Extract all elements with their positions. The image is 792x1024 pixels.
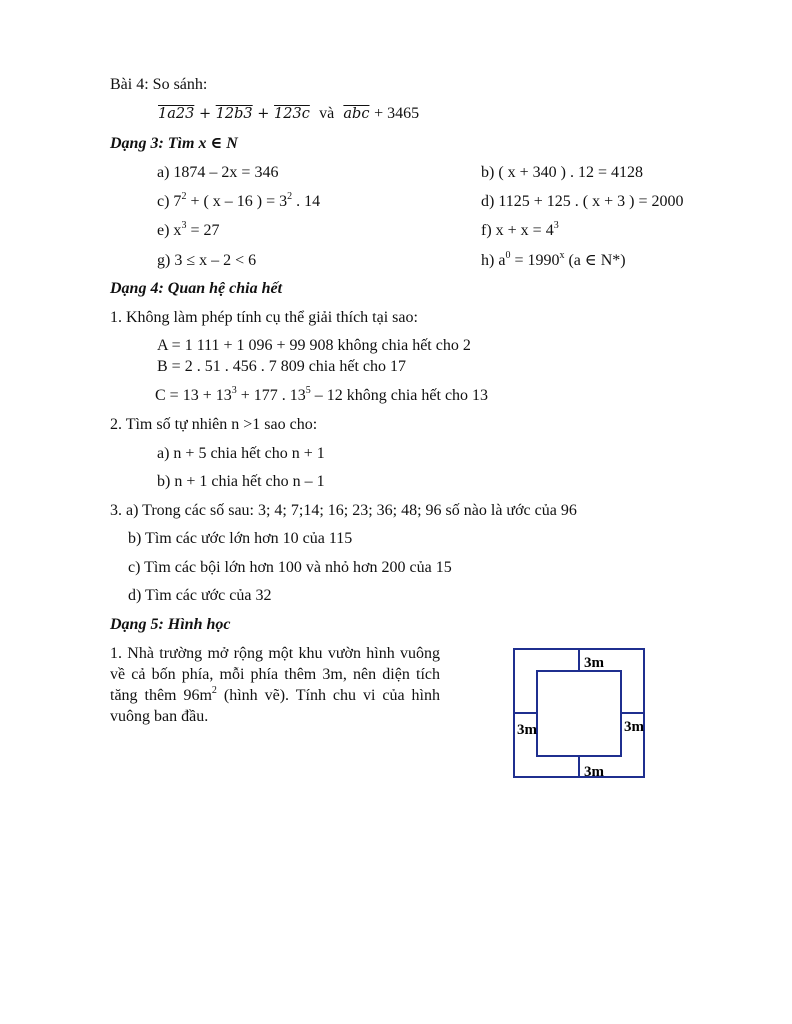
geometry-problem-text: 1. Nhà trường mở rộng một khu vườn hình vuông về cả bốn phía, mỗi phía thêm 3m, nên diện tích tăng thêm $96m^2$ (hình vẽ). Tính chu vi của hình vuông ban đầu.: [110, 645, 441, 725]
eq-c: c) $7^2$ + ( x – 16 ) = $3^2$ . 14: [157, 190, 321, 210]
dang3-heading: Dạng 3: Tìm x ∈ N: [110, 135, 238, 152]
term-abc: $\overline{abc}$: [343, 106, 370, 122]
dang4-heading: Dạng 4: Quan hệ chia hết: [110, 280, 283, 297]
inner-square: [537, 671, 621, 756]
bai4-expression: [158, 104, 419, 124]
term-1a23: 1a23: [158, 106, 195, 122]
eq-e: e) $x^3 = 27$: [157, 219, 220, 239]
q1-text: 1. Không làm phép tính cụ thể giải thích tại sao:: [110, 309, 418, 326]
statement-b: B = 2 . 51 . 456 . 7 809 chia hết cho 17: [157, 358, 406, 375]
term-tail: + 3465: [374, 105, 420, 122]
eq-a: a) 1874 – 2x = 346: [157, 164, 279, 181]
statement-c: $C = 13 + 13^3 + 177$ . $13^5 - 12$ không chia hết cho 13: [155, 384, 489, 404]
term-123c: 123c: [274, 106, 310, 122]
q3d-text: d) Tìm các ước của 32: [128, 587, 272, 604]
eq-f: f) $x + x = 4^3$: [481, 219, 559, 239]
q2-text: 2. Tìm số tự nhiên n >1 sao cho:: [110, 416, 318, 433]
left-label: 3m: [517, 722, 537, 738]
eq-g: g) 3 ≤ x – 2 < 6: [157, 252, 257, 269]
term-12b3: 12b3: [215, 106, 253, 122]
statement-a: A = 1 111 + 1 096 + 99 908 không chia hết cho 2: [157, 337, 471, 354]
q2a-text: a) n + 5 chia hết cho n + 1: [157, 445, 325, 462]
eq-d: d) 1125 + 125 . ( x + 3 ) = 2000: [481, 193, 684, 210]
plus-sign: +: [257, 106, 270, 122]
q3b-text: b) Tìm các ước lớn hơn 10 của 115: [128, 530, 353, 547]
right-label: 3m: [624, 719, 644, 735]
bai4-title: Bài 4: So sánh:: [110, 76, 208, 93]
top-label: 3m: [584, 655, 604, 671]
q3c-text: c) Tìm các bội lớn hơn 100 và nhỏ hơn 200 của 15: [128, 559, 452, 576]
eq-h: h) $a^0 = 1990^x$ (a ∈ N*): [481, 249, 626, 269]
dang5-heading: Dạng 5: Hình học: [110, 616, 231, 633]
q2b-text: b) n + 1 chia hết cho n – 1: [157, 473, 325, 490]
expanded-square-figure: [508, 643, 653, 783]
eq-b: b) ( x + 340 ) . 12 = 4128: [481, 164, 644, 181]
word-va: và: [319, 105, 335, 122]
plus-sign: +: [198, 106, 212, 122]
q3a-text: 3. a) Trong các số sau: 3; 4; 7;14; 16; 23; 36; 48; 96 số nào là ước của 96: [110, 502, 577, 519]
bottom-label: 3m: [584, 764, 604, 780]
